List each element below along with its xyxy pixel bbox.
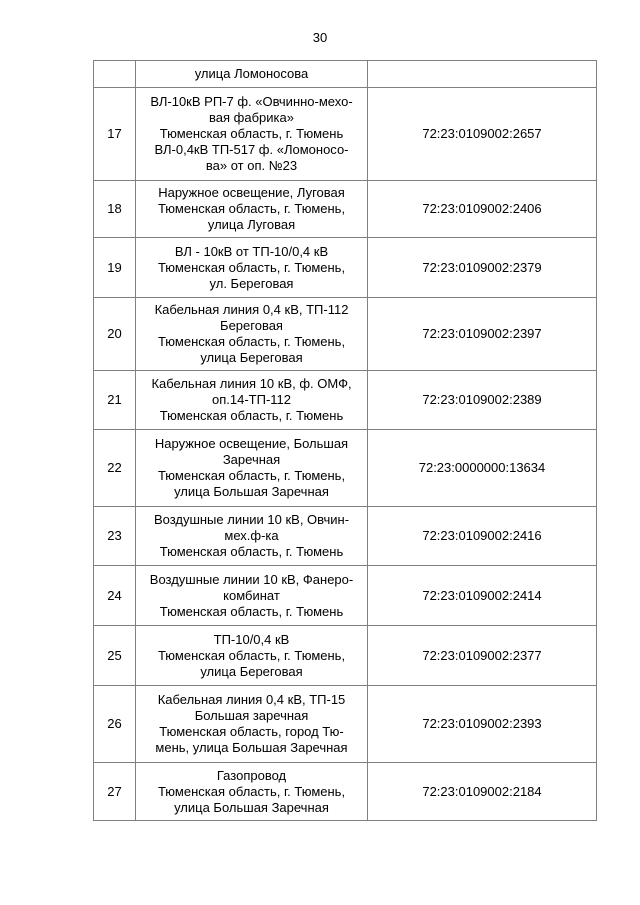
description-line: Воздушные линии 10 кВ, Фанеро- bbox=[149, 571, 354, 587]
description-line: улица Береговая bbox=[200, 663, 303, 679]
cadastral-number-cell bbox=[368, 507, 597, 566]
description-line: Кабельная линия 0,4 кВ, ТП-112 bbox=[154, 302, 349, 317]
object-description-cell bbox=[136, 763, 368, 821]
description-line: Тюменская область, г. Тюмень bbox=[159, 408, 344, 423]
table-row bbox=[94, 181, 597, 238]
table-row bbox=[94, 430, 597, 507]
cadastral-number: 72:23:0109002:2377 bbox=[422, 647, 542, 663]
cadastral-number-cell bbox=[368, 763, 597, 821]
table-row bbox=[94, 61, 597, 88]
description-line: Большая заречная bbox=[194, 708, 309, 723]
table-row bbox=[94, 298, 597, 371]
description-line: Кабельная линия 10 кВ, ф. ОМФ, bbox=[151, 376, 352, 391]
row-number-cell bbox=[94, 686, 136, 763]
table-body bbox=[94, 61, 597, 821]
description-line: комбинат bbox=[223, 587, 280, 603]
description-line: Наружное освещение, Луговая bbox=[158, 185, 345, 200]
row-number: 18 bbox=[107, 201, 122, 216]
row-number-cell bbox=[94, 298, 136, 371]
cadastral-number: 72:23:0109002:2397 bbox=[422, 326, 542, 341]
object-description-cell bbox=[136, 238, 368, 298]
object-description-cell bbox=[136, 566, 368, 626]
object-description-cell bbox=[136, 88, 368, 181]
cadastral-number: 72:23:0109002:2379 bbox=[422, 259, 542, 275]
cadastral-number-cell bbox=[368, 566, 597, 626]
description-line: вая фабрика» bbox=[209, 110, 294, 125]
row-number-cell bbox=[94, 763, 136, 821]
description-line: оп.14-ТП-112 bbox=[211, 392, 291, 407]
row-number-cell bbox=[94, 430, 136, 507]
description-line: Тюменская область, г. Тюмень bbox=[159, 544, 344, 559]
cadastral-number-cell bbox=[368, 298, 597, 371]
page-number: 30 bbox=[312, 30, 328, 45]
row-number-cell bbox=[94, 626, 136, 686]
cadastral-number: 72:23:0109002:2406 bbox=[422, 201, 542, 216]
description-line: Тюменская область, г. Тюмень, bbox=[157, 201, 346, 216]
description-line: ВЛ - 10кВ от ТП-10/0,4 кВ bbox=[174, 243, 329, 259]
row-number: 26 bbox=[107, 716, 122, 731]
row-number-cell bbox=[94, 61, 136, 88]
description-line: ВЛ-10кВ РП-7 ф. «Овчинно-мехо- bbox=[150, 94, 353, 109]
object-description-cell bbox=[136, 430, 368, 507]
object-description-cell bbox=[136, 181, 368, 238]
row-number: 25 bbox=[107, 647, 122, 663]
description-line: Тюменская область, г. Тюмень bbox=[159, 126, 344, 141]
row-number: 19 bbox=[107, 259, 122, 275]
row-number-cell bbox=[94, 88, 136, 181]
cadastral-number-cell bbox=[368, 61, 597, 88]
description-line: Тюменская область, г. Тюмень, bbox=[157, 334, 346, 349]
object-description-cell bbox=[136, 371, 368, 430]
row-number-cell bbox=[94, 566, 136, 626]
table-row bbox=[94, 686, 597, 763]
cadastral-number: 72:23:0109002:2184 bbox=[422, 783, 542, 799]
description-line: Наружное освещение, Большая bbox=[154, 436, 349, 451]
registry-table bbox=[93, 60, 597, 821]
row-number: 22 bbox=[107, 460, 122, 475]
description-line: улица Луговая bbox=[207, 217, 296, 232]
cadastral-number: 72:23:0000000:13634 bbox=[418, 460, 546, 475]
cadastral-number: 72:23:0109002:2414 bbox=[422, 587, 542, 603]
description-line: Тюменская область, город Тю- bbox=[159, 724, 344, 739]
row-number: 24 bbox=[107, 587, 122, 603]
object-description-cell bbox=[136, 507, 368, 566]
row-number: 20 bbox=[107, 326, 122, 341]
row-number-cell bbox=[94, 371, 136, 430]
table-row bbox=[94, 371, 597, 430]
cadastral-number: 72:23:0109002:2657 bbox=[422, 126, 542, 141]
row-number: 21 bbox=[107, 392, 122, 407]
cadastral-number-cell bbox=[368, 686, 597, 763]
description-line: улица Большая Заречная bbox=[174, 484, 329, 499]
cadastral-number-cell bbox=[368, 88, 597, 181]
description-line: Заречная bbox=[222, 452, 281, 467]
cadastral-number: 72:23:0109002:2389 bbox=[422, 392, 542, 407]
description-line: Кабельная линия 0,4 кВ, ТП-15 bbox=[157, 692, 346, 707]
row-number-cell bbox=[94, 238, 136, 298]
description-line: ва» от оп. №23 bbox=[205, 158, 298, 173]
description-line: улица Большая Заречная bbox=[174, 799, 329, 815]
table-row bbox=[94, 238, 597, 298]
row-number-cell bbox=[94, 507, 136, 566]
table-row bbox=[94, 507, 597, 566]
description-line: ул. Береговая bbox=[209, 275, 294, 291]
description-line: Воздушные линии 10 кВ, Овчин- bbox=[153, 512, 350, 527]
description-line: Тюменская область, г. Тюмень bbox=[159, 603, 344, 619]
table-row bbox=[94, 626, 597, 686]
table-row bbox=[94, 566, 597, 626]
description-line: Тюменская область, г. Тюмень, bbox=[157, 783, 346, 799]
description-line: Газопровод bbox=[216, 767, 287, 783]
object-description-cell bbox=[136, 298, 368, 371]
description-line: Тюменская область, г. Тюмень, bbox=[157, 647, 346, 663]
description-line: улица Береговая bbox=[200, 350, 303, 365]
description-line: ТП-10/0,4 кВ bbox=[213, 631, 290, 647]
description-line: мех.ф-ка bbox=[224, 528, 279, 543]
row-number: 17 bbox=[107, 126, 122, 141]
object-description-cell bbox=[136, 626, 368, 686]
description-line: Тюменская область, г. Тюмень, bbox=[157, 468, 346, 483]
cadastral-number: 72:23:0109002:2416 bbox=[422, 528, 542, 543]
object-description-cell bbox=[136, 61, 368, 88]
cadastral-number-cell bbox=[368, 430, 597, 507]
cadastral-number: 72:23:0109002:2393 bbox=[422, 716, 542, 731]
cadastral-number-cell bbox=[368, 626, 597, 686]
description-line: улица Ломоносова bbox=[194, 66, 309, 81]
cadastral-number-cell bbox=[368, 181, 597, 238]
cadastral-number-cell bbox=[368, 371, 597, 430]
cadastral-number-cell bbox=[368, 238, 597, 298]
description-line: ВЛ-0,4кВ ТП-517 ф. «Ломоносо- bbox=[154, 142, 349, 157]
description-line: мень, улица Большая Заречная bbox=[155, 740, 348, 755]
description-line: Береговая bbox=[220, 318, 283, 333]
description-line: Тюменская область, г. Тюмень, bbox=[157, 259, 346, 275]
table-row bbox=[94, 88, 597, 181]
row-number: 27 bbox=[107, 783, 122, 799]
row-number: 23 bbox=[107, 528, 122, 543]
object-description-cell bbox=[136, 686, 368, 763]
table-row bbox=[94, 763, 597, 821]
row-number-cell bbox=[94, 181, 136, 238]
